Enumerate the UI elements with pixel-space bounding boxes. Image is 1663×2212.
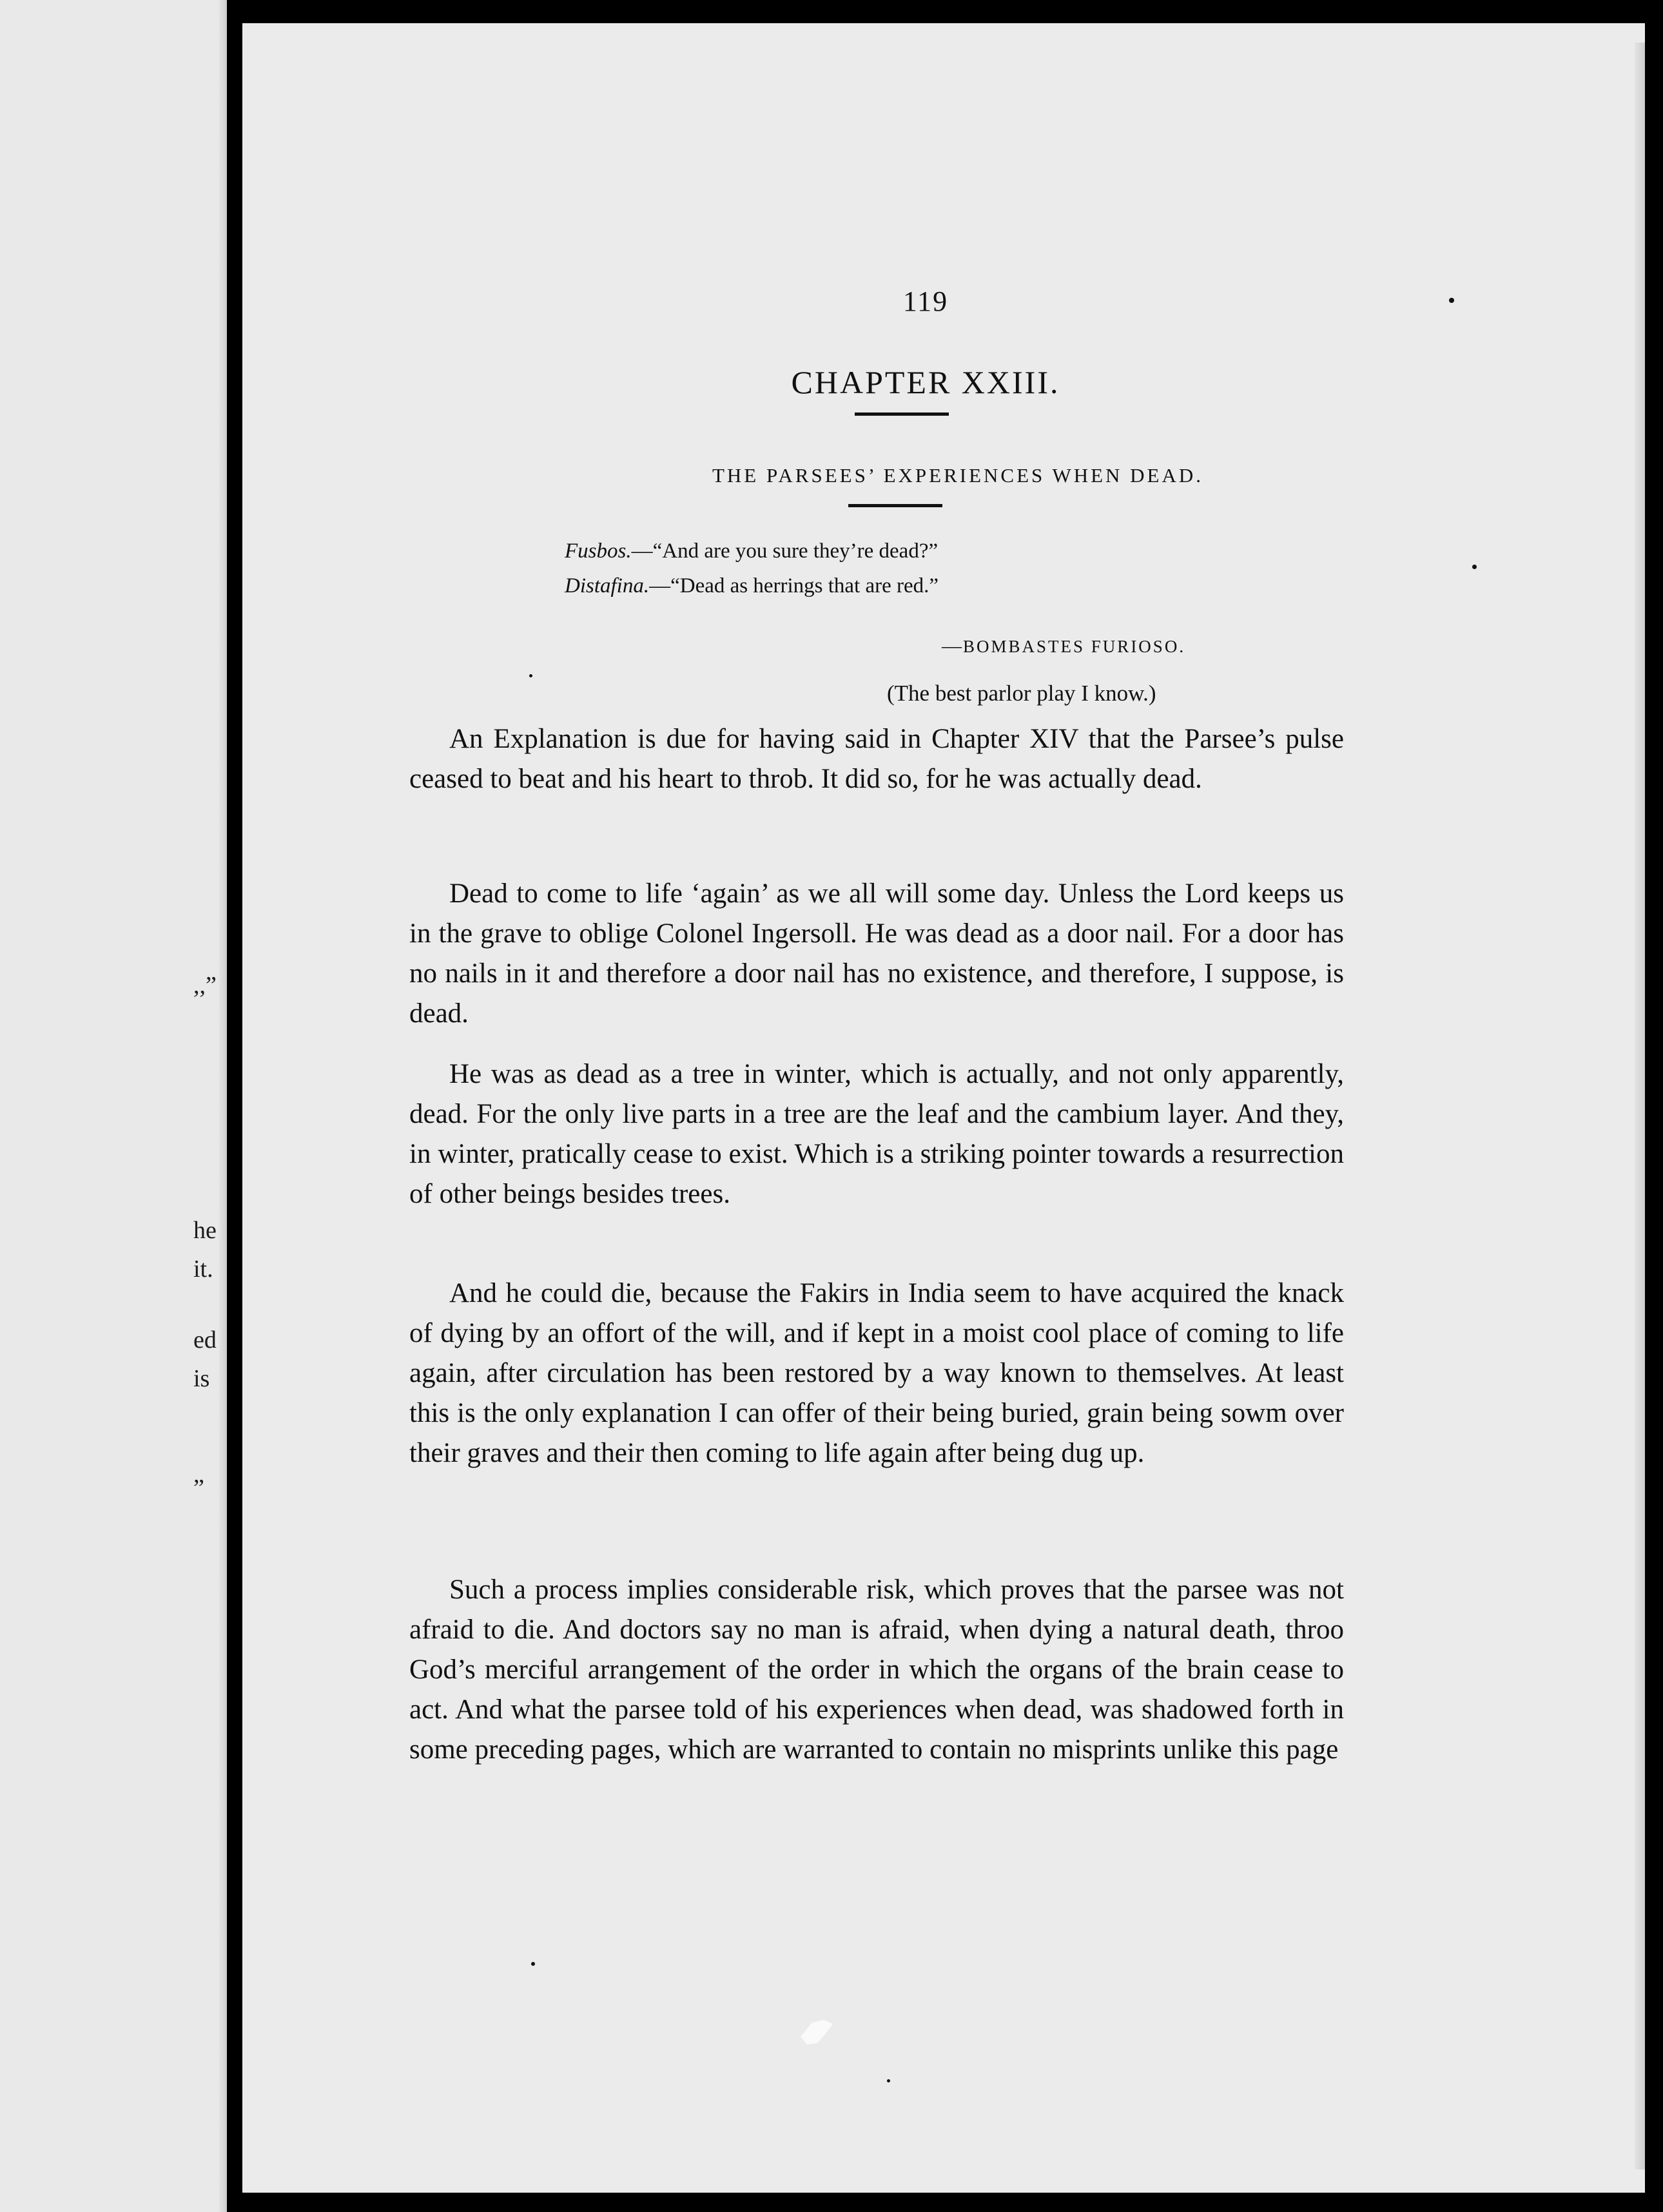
paragraph-text: He was as dead as a tree in winter, which is actually, and not only apparently, dead. For the only live parts in a tree are the leaf and the cambium layer. And they, in winter, pratically cease to exist. Which is a striking pointer towards a resurrection of other beings besides trees.: [409, 1059, 1344, 1209]
ink-speck: [887, 2079, 890, 2082]
paragraph-4: [409, 1274, 1344, 1473]
left-page-fragment: he: [193, 1217, 217, 1244]
paragraph-text: Such a process implies considerable risk, which proves that the parsee was not afraid to die. And doctors say no man is afraid, when dying a natural death, throo God’s merciful arrangement of the order in which the organs of the brain cease to act. And what the parsee told of his experiences when dead, was shadowed forth in some preceding pages, which are warranted to contain no misprints unlike this page: [409, 1575, 1344, 1765]
epigraph-attribution: [942, 634, 1185, 657]
page-edge-shadow: [218, 0, 227, 2212]
previous-page: [0, 0, 227, 2212]
subtitle-rule: [848, 504, 942, 507]
chapter-title: CHAPTER XXIII.: [791, 364, 1060, 400]
paragraph-text: Dead to come to life ‘again’ as we all will some day. Unless the Lord keeps us in the grave to oblige Colonel Ingersoll. He was dead as a door nail. For a door has no nails in it and therefore a door nail has no existence, and therefore, I suppose, is dead.: [409, 878, 1344, 1029]
ink-speck: [531, 1962, 535, 1966]
paragraph-text: And he could die, because the Fakirs in India seem to have acquired the knack of dying by an offort of the will, and if kept in a moist cool place of coming to life again, after circulation has been restored by a way known to themselves. At least this is the only explanation I can offer of their being buried, grain being sowm over their graves and their then coming to life again after being dug up.: [409, 1278, 1344, 1468]
paragraph-5: [409, 1570, 1344, 1770]
left-page-fragment: ed: [193, 1326, 217, 1353]
epigraph-quote: —“Dead as herrings that are red.”: [649, 574, 939, 597]
left-page-fragment: is: [193, 1365, 210, 1392]
attribution-name: BOMBASTES FURIOSO.: [963, 637, 1186, 656]
page-number: 119: [902, 286, 949, 317]
epigraph-quote: —“And are you sure they’re dead?”: [631, 539, 938, 563]
paragraph-3: [409, 1054, 1344, 1214]
epigraph-speaker: Distafina.: [565, 574, 650, 597]
attribution-dash: —: [942, 634, 963, 657]
left-page-fragment: it.: [193, 1256, 213, 1283]
epigraph-line-1: [565, 539, 938, 565]
page-edge-shadow: [1635, 43, 1645, 2169]
epigraph-line-2: [565, 574, 938, 599]
ink-blot: [798, 2017, 837, 2047]
title-rule: [855, 412, 949, 416]
ink-speck: [529, 674, 532, 677]
parlor-note: (The best parlor play I know.): [887, 681, 1156, 706]
paragraph-2: [409, 874, 1344, 1034]
chapter-subtitle: THE PARSEES’ EXPERIENCES WHEN DEAD.: [712, 464, 1204, 487]
paragraph-1: [409, 719, 1344, 799]
ink-speck: [1472, 565, 1477, 569]
ink-speck: [1449, 298, 1454, 303]
left-page-fragment: ”: [193, 1475, 204, 1502]
book-page: [242, 23, 1645, 2193]
epigraph-speaker: Fusbos.: [565, 539, 632, 563]
left-page-fragment: ,,”: [193, 972, 217, 999]
paragraph-text: An Explanation is due for having said in Chapter XIV that the Parsee’s pulse ceased to beat and his heart to throb. It did so, for he was actually dead.: [409, 724, 1344, 794]
